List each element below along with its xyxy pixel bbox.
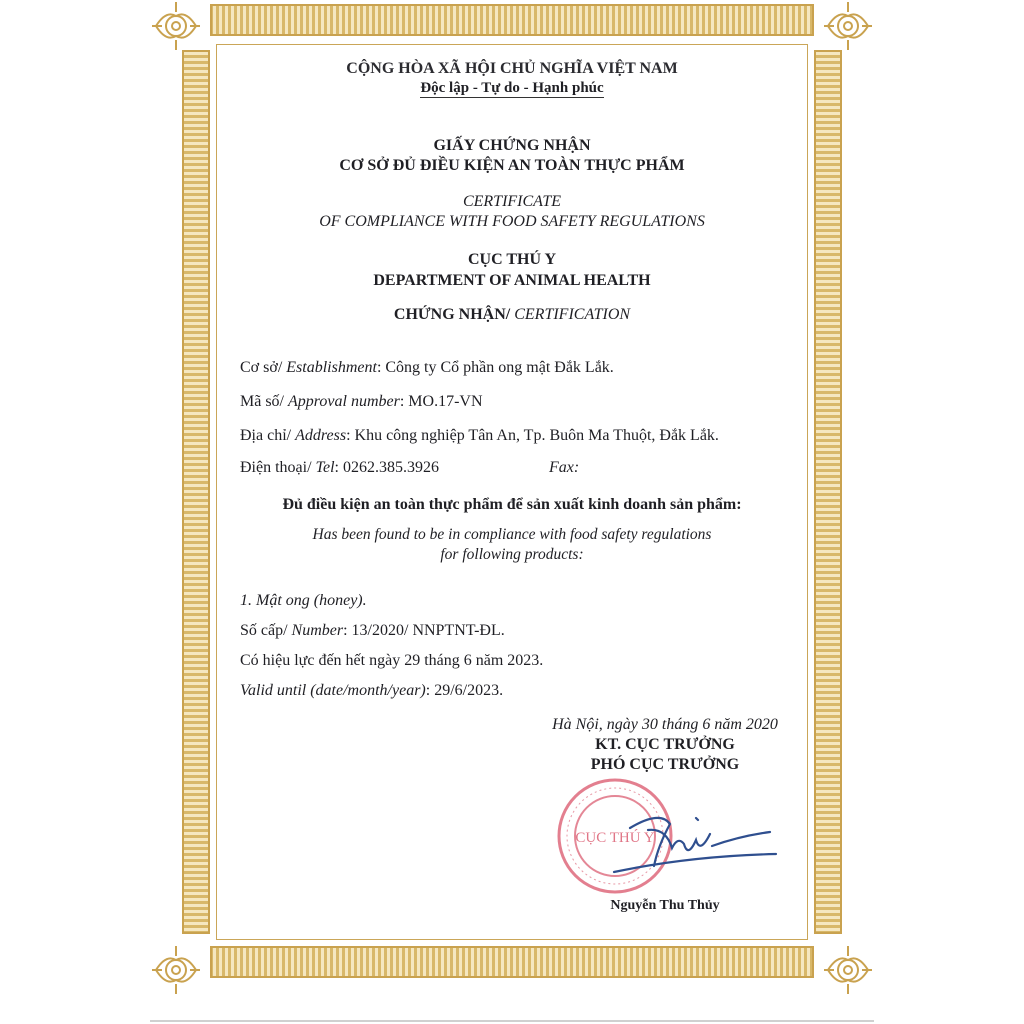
signer-title-line1: KT. CỤC TRƯỞNG <box>595 736 735 753</box>
department-name-vn: CỤC THÚ Y <box>467 251 556 268</box>
tel-row <box>240 459 439 477</box>
certification-heading <box>0 306 1024 324</box>
establishment-label-en: Establishment <box>286 359 377 376</box>
motto-heading <box>0 80 1024 97</box>
approval-value: : MO.17-VN <box>399 393 483 410</box>
signer-title-line2: PHÓ CỤC TRƯỞNG <box>590 756 740 773</box>
address-label-en: Address <box>295 427 347 444</box>
address-label-vn: Địa chỉ/ <box>240 427 296 444</box>
address-value: : Khu công nghiệp Tân An, Tp. Buôn Ma Thuột, Đắk Lắk. <box>346 427 719 444</box>
country-heading: CỘNG HÒA XÃ HỘI CHỦ NGHĨA VIỆT NAM <box>346 60 678 77</box>
compliance-statement-en-line2: for following products: <box>440 546 584 563</box>
number-row <box>240 622 505 640</box>
valid-value: : 29/6/2023. <box>425 682 504 699</box>
motto-text: Độc lập - Tự do - Hạnh phúc <box>420 80 604 96</box>
corner-ornament-icon <box>822 944 874 996</box>
tel-label-en: Tel <box>315 459 335 476</box>
frame-top-band <box>210 4 814 36</box>
number-label-vn: Số cấp/ <box>240 622 292 639</box>
approval-row <box>240 393 483 411</box>
corner-ornament-icon <box>150 0 202 52</box>
product-item: 1. Mật ong (honey). <box>240 592 367 609</box>
certification-en: CERTIFICATION <box>510 306 631 323</box>
validity-vn: Có hiệu lực đến hết ngày 29 tháng 6 năm 2023. <box>240 652 544 669</box>
frame-right-band <box>814 50 842 934</box>
approval-label-vn: Mã số/ <box>240 393 288 410</box>
establishment-label-vn: Cơ sở/ <box>240 359 287 376</box>
establishment-value: : Công ty Cổ phần ong mật Đắk Lắk. <box>376 359 614 376</box>
address-row <box>240 427 719 445</box>
corner-ornament-icon <box>150 944 202 996</box>
compliance-statement-vn: Đủ điều kiện an toàn thực phẩm để sản xuất kinh doanh sản phẩm: <box>282 496 742 513</box>
number-value: : 13/2020/ NNPTNT-ĐL. <box>343 622 505 639</box>
handwritten-signature <box>600 800 780 880</box>
valid-until-row <box>240 682 503 700</box>
frame-bottom-band <box>210 946 814 978</box>
certificate-title-en-line2: OF COMPLIANCE WITH FOOD SAFETY REGULATIONS <box>319 213 705 230</box>
department-name-en: DEPARTMENT OF ANIMAL HEALTH <box>373 272 651 289</box>
page-bottom-divider <box>150 1020 874 1022</box>
tel-label-vn: Điện thoại/ <box>240 459 316 476</box>
establishment-row <box>240 359 614 377</box>
number-label-en: Number <box>291 622 344 639</box>
certification-vn: CHỨNG NHẬN/ <box>393 306 511 323</box>
frame-left-band <box>182 50 210 934</box>
corner-ornament-icon <box>822 0 874 52</box>
fax-label: Fax: <box>549 459 580 476</box>
compliance-statement-en-line1: Has been found to be in compliance with food safety regulations <box>312 526 712 543</box>
stamp-text: CỤC THÚ Y <box>575 830 655 846</box>
certificate-title-en-line1: CERTIFICATE <box>462 193 562 210</box>
certificate-title-vn-line1: GIẤY CHỨNG NHẬN <box>433 137 591 154</box>
signer-name: Nguyễn Thu Thủy <box>610 898 720 913</box>
certificate-title-vn-line2: CƠ SỞ ĐỦ ĐIỀU KIỆN AN TOÀN THỰC PHẨM <box>339 157 685 174</box>
tel-value: : 0262.385.3926 <box>334 459 439 476</box>
place-date: Hà Nội, ngày 30 tháng 6 năm 2020 <box>552 716 778 733</box>
valid-label-en: Valid until (date/month/year) <box>240 682 426 699</box>
approval-label-en: Approval number <box>288 393 400 410</box>
